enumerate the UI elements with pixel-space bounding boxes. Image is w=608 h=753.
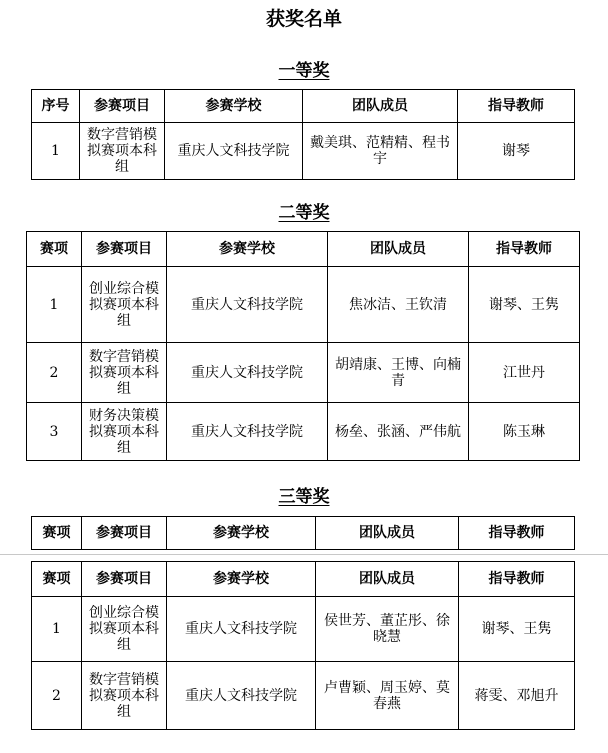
third-prize-table bbox=[31, 561, 575, 730]
section-heading-first-prize bbox=[0, 56, 608, 81]
table-header-row bbox=[32, 90, 575, 123]
cell-advisor: 谢琴、王隽 bbox=[459, 597, 575, 662]
cell-index: 3 bbox=[27, 403, 82, 461]
cell-project: 数字营销模拟赛项本科组 bbox=[82, 343, 167, 403]
cell-members: 杨垒、张涵、严伟航 bbox=[328, 403, 469, 461]
table-row bbox=[27, 403, 580, 461]
cell-members: 戴美琪、范精精、程书宇 bbox=[303, 123, 458, 180]
header-cell: 团队成员 bbox=[303, 90, 458, 123]
cell-school: 重庆人文科技学院 bbox=[167, 343, 328, 403]
table-row bbox=[32, 597, 575, 662]
cell-index: 1 bbox=[32, 597, 82, 662]
header-cell: 赛项 bbox=[32, 562, 82, 597]
second-prize-table bbox=[26, 231, 580, 461]
cell-school: 重庆人文科技学院 bbox=[167, 597, 316, 662]
section-heading-text: 三等奖 bbox=[278, 487, 330, 507]
cell-index: 1 bbox=[27, 267, 82, 343]
section-heading-text: 一等奖 bbox=[278, 61, 330, 81]
cell-advisor: 江世丹 bbox=[469, 343, 580, 403]
third-prize-table-header bbox=[31, 516, 575, 550]
first-prize-table bbox=[31, 89, 575, 180]
header-cell: 参赛项目 bbox=[82, 232, 167, 267]
cell-members: 胡靖康、王博、向楠青 bbox=[328, 343, 469, 403]
header-cell: 参赛学校 bbox=[167, 562, 316, 597]
cell-school: 重庆人文科技学院 bbox=[165, 123, 303, 180]
cell-index: 2 bbox=[27, 343, 82, 403]
header-cell: 团队成员 bbox=[328, 232, 469, 267]
cell-project: 数字营销模拟赛项本科组 bbox=[80, 123, 165, 180]
cell-school: 重庆人文科技学院 bbox=[167, 662, 316, 730]
cell-index: 1 bbox=[32, 123, 80, 180]
header-cell: 指导教师 bbox=[458, 90, 575, 123]
header-cell: 指导教师 bbox=[459, 562, 575, 597]
page-title: 获奖名单 bbox=[265, 8, 342, 30]
cell-members: 卢曹颖、周玉婷、莫春燕 bbox=[316, 662, 459, 730]
cell-advisor: 陈玉琳 bbox=[469, 403, 580, 461]
header-cell: 团队成员 bbox=[316, 517, 459, 550]
cell-project: 创业综合模拟赛项本科组 bbox=[82, 597, 167, 662]
header-cell: 赛项 bbox=[32, 517, 82, 550]
header-cell: 参赛学校 bbox=[167, 517, 316, 550]
cell-school: 重庆人文科技学院 bbox=[167, 267, 328, 343]
table-header-row bbox=[27, 232, 580, 267]
cell-advisor: 谢琴、王隽 bbox=[469, 267, 580, 343]
cell-index: 2 bbox=[32, 662, 82, 730]
cell-members: 焦冰洁、王钦清 bbox=[328, 267, 469, 343]
page-break-divider bbox=[0, 554, 608, 555]
header-cell: 指导教师 bbox=[469, 232, 580, 267]
cell-advisor: 谢琴 bbox=[458, 123, 575, 180]
header-cell: 团队成员 bbox=[316, 562, 459, 597]
section-heading-third-prize bbox=[0, 482, 608, 507]
cell-members: 侯世芳、董芷彤、徐晓慧 bbox=[316, 597, 459, 662]
header-cell: 参赛学校 bbox=[167, 232, 328, 267]
section-heading-text: 二等奖 bbox=[278, 203, 330, 223]
header-cell: 参赛学校 bbox=[165, 90, 303, 123]
table-header-row bbox=[32, 562, 575, 597]
cell-project: 创业综合模拟赛项本科组 bbox=[82, 267, 167, 343]
table-row bbox=[32, 123, 575, 180]
table-row bbox=[32, 662, 575, 730]
table-header-row bbox=[32, 517, 575, 550]
header-cell: 赛项 bbox=[27, 232, 82, 267]
table-row bbox=[27, 267, 580, 343]
cell-school: 重庆人文科技学院 bbox=[167, 403, 328, 461]
section-heading-second-prize bbox=[0, 198, 608, 223]
cell-project: 财务决策模拟赛项本科组 bbox=[82, 403, 167, 461]
header-cell: 参赛项目 bbox=[82, 562, 167, 597]
table-row bbox=[27, 343, 580, 403]
header-cell: 序号 bbox=[32, 90, 80, 123]
cell-advisor: 蒋雯、邓旭升 bbox=[459, 662, 575, 730]
header-cell: 指导教师 bbox=[459, 517, 575, 550]
header-cell: 参赛项目 bbox=[82, 517, 167, 550]
header-cell: 参赛项目 bbox=[80, 90, 165, 123]
cell-project: 数字营销模拟赛项本科组 bbox=[82, 662, 167, 730]
